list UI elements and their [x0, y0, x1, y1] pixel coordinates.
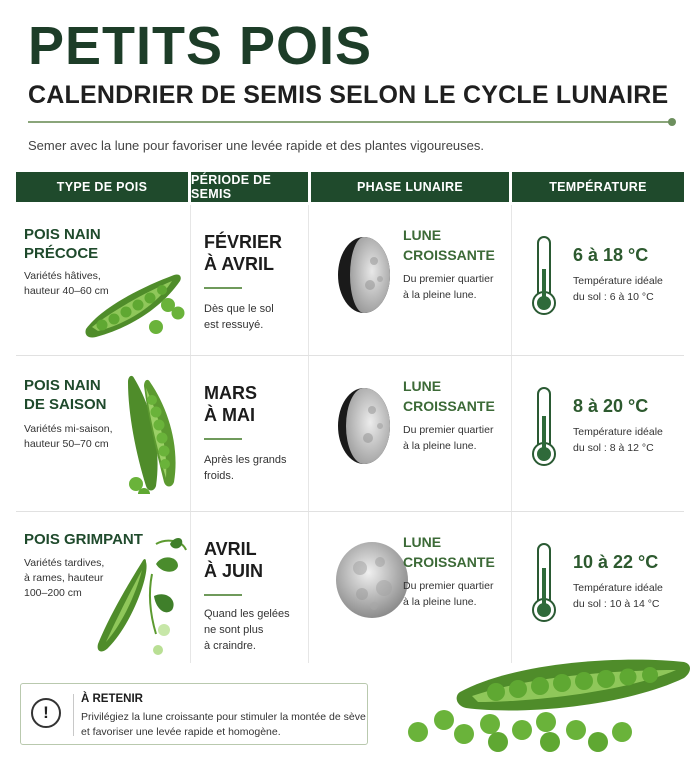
lunar-phase-name-line: LUNE	[403, 534, 442, 550]
sowing-period-line: FÉVRIER	[204, 232, 283, 252]
reminder-divider	[73, 694, 74, 736]
full-moon-icon	[334, 540, 410, 620]
sowing-period	[204, 538, 263, 582]
intro-text: Semer avec la lune pour favoriser une levée rapide et des plantes vigoureuses.	[28, 138, 484, 153]
soil-temperature-line: du sol : 8 à 12 °C	[573, 442, 654, 454]
page-subtitle: CALENDRIER DE SEMIS SELON LE CYCLE LUNAIRE	[28, 81, 669, 109]
lunar-phase-description	[403, 271, 513, 303]
thermometer-icon	[531, 542, 557, 624]
lunar-phase-description	[403, 422, 513, 454]
waxing-gibbous-moon-icon	[334, 235, 394, 315]
exclamation-icon: !	[31, 698, 61, 728]
open-pea-pod-icon	[82, 267, 194, 339]
header-divider	[28, 121, 674, 123]
pea-type-name-line: POIS NAIN	[24, 226, 101, 243]
lunar-phase-description-line: à la pleine lune.	[403, 440, 477, 452]
lunar-phase-name	[403, 225, 495, 265]
lunar-phase-name-line: LUNE	[403, 378, 442, 394]
lunar-phase-name	[403, 532, 495, 572]
lunar-phase-description-line: Du premier quartier	[403, 273, 494, 285]
reminder-box	[20, 683, 368, 745]
pea-type-description-line: hauteur 40–60 cm	[24, 285, 109, 297]
sowing-period-line: MARS	[204, 383, 257, 403]
pea-type-description-line: Variétés tardives,	[24, 557, 105, 569]
pea-pod-with-peas-icon	[400, 650, 696, 754]
sowing-period-description-line: Après les grands	[204, 454, 287, 466]
climbing-pea-plant-icon	[86, 534, 196, 658]
lunar-phase-name-line: CROISSANTE	[403, 247, 495, 263]
pea-type-name-line: POIS NAIN	[24, 377, 101, 394]
soil-temperature-description	[573, 424, 683, 456]
sowing-period-description-line: Quand les gelées	[204, 608, 290, 620]
table-row	[16, 512, 684, 664]
pea-type-description-line: hauteur 50–70 cm	[24, 438, 109, 450]
vertical-pea-pod-icon	[114, 374, 204, 494]
sowing-period-description-line: à craindre.	[204, 640, 256, 652]
reminder-title: À RETENIR	[81, 693, 143, 705]
sowing-period	[204, 231, 282, 275]
pea-type-description-line: à rames, hauteur	[24, 572, 104, 584]
sowing-period-description	[204, 606, 314, 654]
lunar-phase-description	[403, 578, 513, 610]
soil-temperature-line: du sol : 10 à 14 °C	[573, 598, 660, 610]
soil-temperature-description	[573, 273, 683, 305]
reminder-text-line: Privilégiez la lune croissante pour stimuler la montée de sève	[81, 711, 366, 723]
reminder-text-line: et favoriser une levée rapide et homogène.	[81, 726, 281, 738]
sowing-period-line: À MAI	[204, 405, 255, 425]
soil-temperature-line: Température idéale	[573, 275, 663, 287]
lunar-phase-name-line: LUNE	[403, 227, 442, 243]
pea-type-name-line: POIS GRIMPANT	[24, 531, 143, 548]
page-title: PETITS POIS	[28, 16, 373, 76]
pea-type-name-line: PRÉCOCE	[24, 245, 99, 262]
lunar-phase-description-line: à la pleine lune.	[403, 289, 477, 301]
thermometer-icon	[531, 386, 557, 468]
temperature-range: 10 à 22 °C	[573, 552, 659, 572]
pea-type-description-line: Variétés mi-saison,	[24, 423, 113, 435]
sowing-period-description-line: froids.	[204, 470, 234, 482]
lunar-phase-description-line: Du premier quartier	[403, 580, 494, 592]
column-header-type: TYPE DE POIS	[16, 172, 188, 202]
pea-type-description-line: 100–200 cm	[24, 587, 82, 599]
soil-temperature-line: Température idéale	[573, 582, 663, 594]
reminder-text	[81, 710, 366, 740]
temperature-range: 6 à 18 °C	[573, 245, 649, 265]
thermometer-icon	[531, 235, 557, 317]
lunar-phase-description-line: Du premier quartier	[403, 424, 494, 436]
soil-temperature-line: du sol : 6 à 10 °C	[573, 291, 654, 303]
sowing-period-description	[204, 301, 314, 333]
sowing-period-line: AVRIL	[204, 539, 257, 559]
pea-type-name	[24, 225, 184, 263]
column-header-period: PÉRIODE DE SEMIS	[191, 172, 308, 202]
lunar-phase-name-line: CROISSANTE	[403, 398, 495, 414]
sowing-period-line: À AVRIL	[204, 254, 274, 274]
pea-type-description-line: Variétés hâtives,	[24, 270, 101, 282]
lunar-phase-name	[403, 376, 495, 416]
table-header	[16, 172, 684, 202]
pea-type-name-line: DE SAISON	[24, 396, 107, 413]
sowing-period-line: À JUIN	[204, 561, 264, 581]
sowing-period-description-line: Dès que le sol	[204, 303, 274, 315]
lunar-phase-name-line: CROISSANTE	[403, 554, 495, 570]
temperature-range: 8 à 20 °C	[573, 396, 649, 416]
soil-temperature-line: Température idéale	[573, 426, 663, 438]
table-row	[16, 356, 684, 506]
sowing-period-description-line: ne sont plus	[204, 624, 264, 636]
column-header-temperature: TEMPÉRATURE	[512, 172, 684, 202]
waxing-gibbous-moon-icon	[334, 386, 394, 466]
table-row	[16, 205, 684, 355]
period-underline	[204, 287, 242, 289]
lunar-phase-description-line: à la pleine lune.	[403, 596, 477, 608]
period-underline	[204, 438, 242, 440]
sowing-period	[204, 382, 257, 426]
sowing-period-description-line: est ressuyé.	[204, 319, 264, 331]
soil-temperature-description	[573, 580, 683, 612]
sowing-period-description	[204, 452, 314, 484]
column-header-phase: PHASE LUNAIRE	[311, 172, 509, 202]
period-underline	[204, 594, 242, 596]
